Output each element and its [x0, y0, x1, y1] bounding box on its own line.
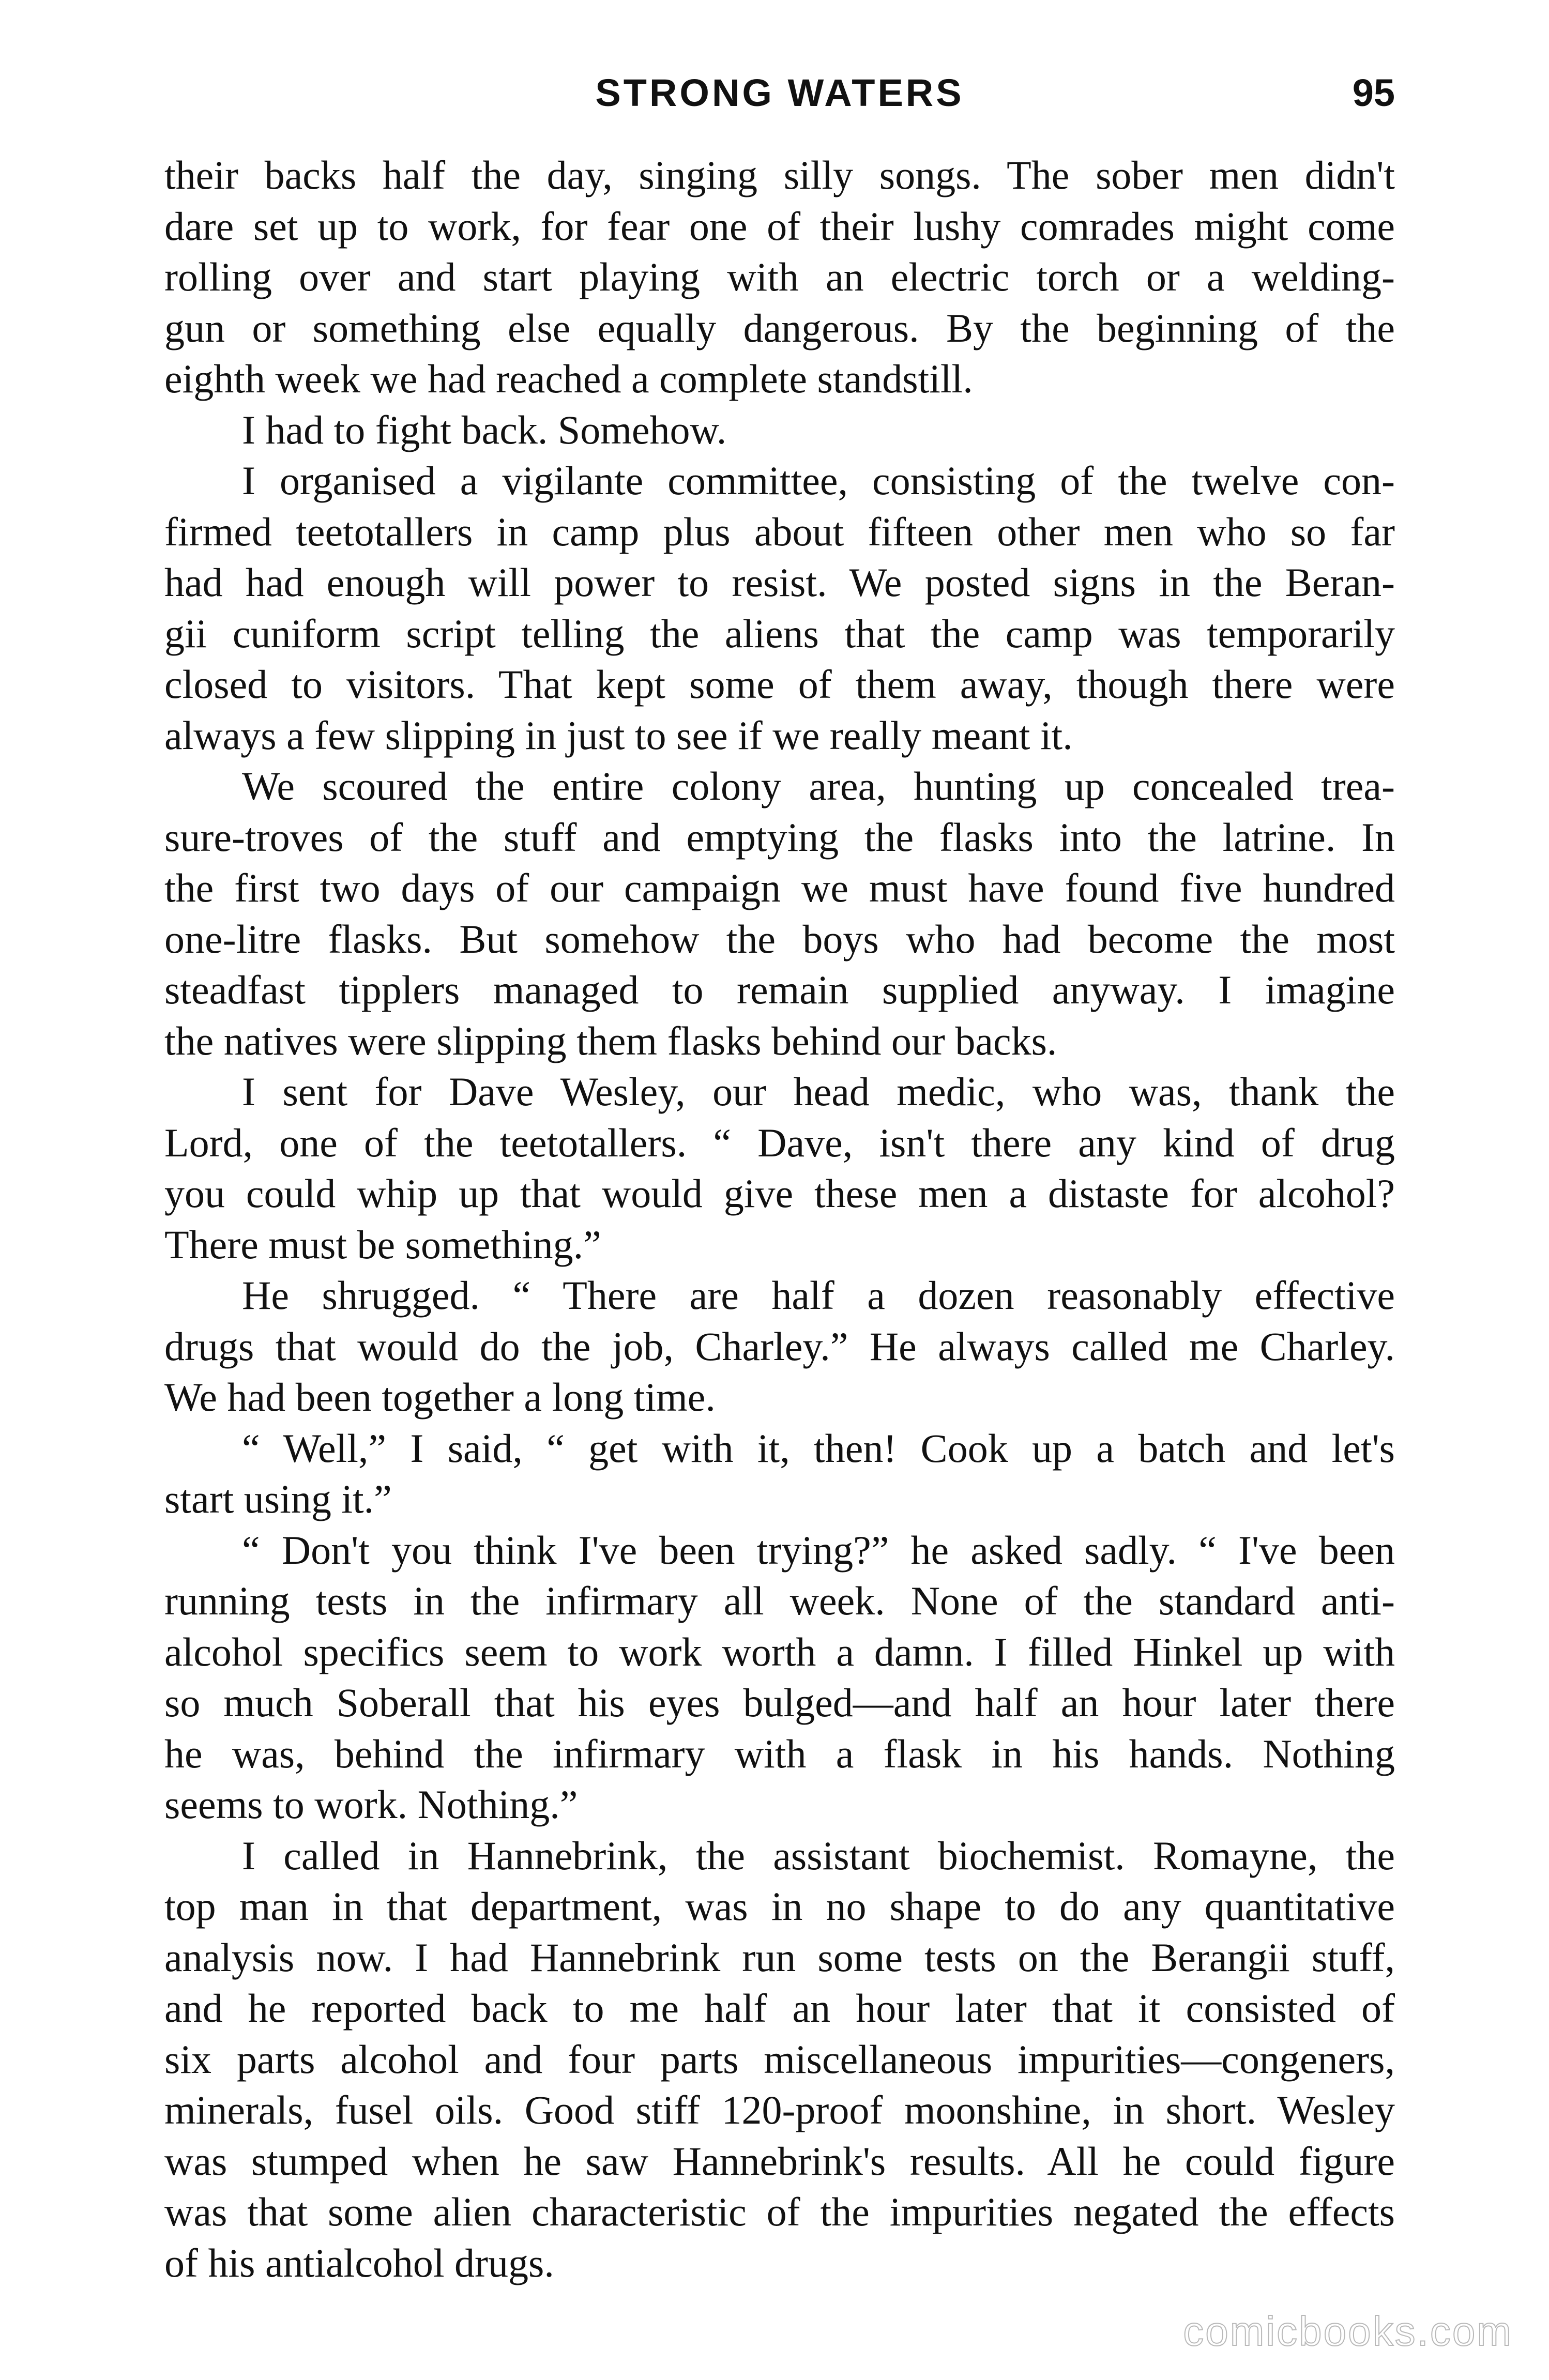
text-line: Lord, one of the teetotallers. “ Dave, isn't there any kind of drug: [164, 1120, 1395, 1165]
text-line: drugs that would do the job, Charley.” He always called me Charley.: [164, 1323, 1395, 1369]
text-line: gii cuniform script telling the aliens that the camp was temporarily: [164, 611, 1395, 656]
running-head: [164, 62, 1395, 124]
text-line: top man in that department, was in no shape to do any quantitative: [164, 1884, 1395, 1929]
text-line: so much Soberall that his eyes bulged—and half an hour later there: [164, 1680, 1395, 1725]
text-line: always a few slipping in just to see if we really meant it.: [164, 712, 1073, 758]
text-line: alcohol specifics seem to work worth a damn. I filled Hinkel up with: [164, 1629, 1395, 1674]
text-line: closed to visitors. That kept some of them away, though there were: [164, 662, 1395, 707]
text-line: running tests in the infirmary all week. None of the standard anti-: [164, 1578, 1395, 1623]
text-line: We had been together a long time.: [164, 1375, 716, 1420]
text-line: analysis now. I had Hannebrink run some tests on the Berangii stuff,: [164, 1934, 1395, 1980]
text-line: We scoured the entire colony area, hunting up concealed trea-: [242, 764, 1395, 808]
text-line: was that some alien characteristic of the impurities negated the effects: [164, 2189, 1395, 2234]
text-line: the natives were slipping them flasks behind our backs.: [164, 1018, 1057, 1063]
text-line: seems to work. Nothing.”: [164, 1782, 578, 1827]
page-number: 95: [1352, 71, 1395, 114]
running-title: STRONG WATERS: [595, 71, 964, 114]
text-line: dare set up to work, for fear one of their lushy comrades might come: [164, 203, 1395, 249]
text-line: He shrugged. “ There are half a dozen reasonably effective: [242, 1273, 1395, 1318]
text-line: minerals, fusel oils. Good stiff 120-proof moonshine, in short. Wesley: [164, 2087, 1395, 2132]
text-line: eighth week we had reached a complete standstill.: [164, 356, 973, 401]
text-line: I had to fight back. Somehow.: [242, 407, 727, 452]
text-line: six parts alcohol and four parts miscellaneous impurities—congeners,: [164, 2036, 1395, 2082]
text-line: you could whip up that would give these men a distaste for alcohol?: [164, 1171, 1395, 1216]
text-line: I sent for Dave Wesley, our head medic, who was, thank the: [242, 1069, 1395, 1114]
text-line: he was, behind the infirmary with a flask in his hands. Nothing: [164, 1731, 1395, 1776]
text-line: “ Don't you think I've been trying?” he asked sadly. “ I've been: [242, 1527, 1395, 1573]
text-line: I organised a vigilante committee, consisting of the twelve con-: [242, 458, 1395, 503]
text-line: firmed teetotallers in camp plus about fifteen other men who so far: [164, 509, 1395, 554]
text-line: the first two days of our campaign we must have found five hundred: [164, 865, 1395, 910]
text-line: start using it.”: [164, 1476, 392, 1521]
text-line: had had enough will power to resist. We posted signs in the Beran-: [164, 560, 1395, 605]
text-line: and he reported back to me half an hour later that it consisted of: [164, 1986, 1395, 2031]
text-line: was stumped when he saw Hannebrink's results. All he could figure: [164, 2138, 1395, 2184]
text-line: one-litre flasks. But somehow the boys who had become the most: [164, 916, 1395, 962]
text-line: steadfast tipplers managed to remain supplied anyway. I imagine: [164, 967, 1395, 1012]
text-line: of his antialcohol drugs.: [164, 2240, 554, 2285]
watermark: comicbooks.com: [1183, 2308, 1513, 2354]
text-line: sure-troves of the stuff and emptying the flasks into the latrine. In: [164, 814, 1395, 860]
text-line: rolling over and start playing with an electric torch or a welding-: [164, 254, 1395, 299]
body-text: [164, 150, 1395, 2289]
text-line: gun or something else equally dangerous. By the beginning of the: [164, 305, 1395, 350]
text-line: their backs half the day, singing silly songs. The sober men didn't: [164, 152, 1395, 197]
text-line: I called in Hannebrink, the assistant biochemist. Romayne, the: [242, 1833, 1395, 1878]
text-line: There must be something.”: [164, 1222, 601, 1267]
text-line: “ Well,” I said, “ get with it, then! Cook up a batch and let's: [242, 1425, 1395, 1471]
